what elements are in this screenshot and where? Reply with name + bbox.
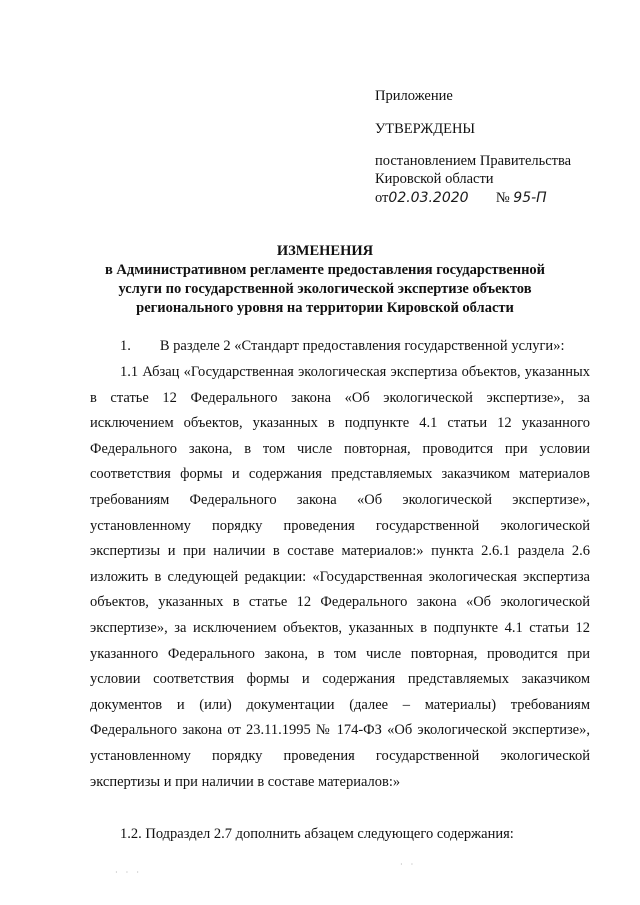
paragraph-item-1-2: 1.2. Подраздел 2.7 дополнить абзацем следующего содержания: xyxy=(120,826,514,842)
approved-by-line1: постановлением Правительства xyxy=(375,153,572,169)
document-title: ИЗМЕНЕНИЯ xyxy=(276,243,374,259)
approved-label: УТВЕРЖДЕНЫ xyxy=(375,121,476,137)
handwritten-date: 02.03.2020 xyxy=(388,190,469,206)
paragraph-item-1: 1. В разделе 2 «Стандарт предоставления государственной услуги»: xyxy=(120,338,565,354)
appendix-label: Приложение xyxy=(375,88,453,104)
document-subtitle: в Административном регламенте предоставления государственной услуги по государственной экологической экспертизе объектов регионального уровня на территории Кировской области xyxy=(104,262,546,316)
approved-by-line2: Кировской области xyxy=(375,171,494,187)
scan-specks: · · · xyxy=(115,868,142,877)
scan-specks: · · xyxy=(400,860,417,869)
number-prefix: № xyxy=(495,190,510,206)
date-prefix: от xyxy=(375,190,389,206)
approval-date-number xyxy=(375,189,547,207)
paragraph-item-1-1: 1.1 Абзац «Государственная экологическая экспертиза объектов, указанных в статье 12 Федерального закона «Об экологической экспертизе», за исключением объектов, указанных в подпункте 4.1 статьи 12 указанного Федерального закона, в том числе повторная, проводится при условии соответствия формы и содержания представляемых заказчиком материалов требованиям Федерального закона «Об экологической экспертизе», установленному порядку проведения государственной экологической экспертизы и при наличии в составе материалов:» пункта 2.6.1 раздела 2.6 изложить в следующей редакции: «Государственная экологическая экспертиза объектов, указанных в статье 12 Федерального закона «Об экологической экспертизе», за исключением объектов, указанных в подпункте 4.1 статьи 12 указанного Федерального закона, в том числе повторная, проводится при условии соответствия формы и содержания представляемых заказчиком документов и (или) документации (далее – материалы) требованиям Федерального закона от 23.11.1995 № 174-ФЗ «Об экологической экспертизе», установленному порядку проведения государственной экологической экспертизы и при наличии в составе материалов:» xyxy=(90,364,590,790)
handwritten-number: 95-П xyxy=(513,190,547,206)
